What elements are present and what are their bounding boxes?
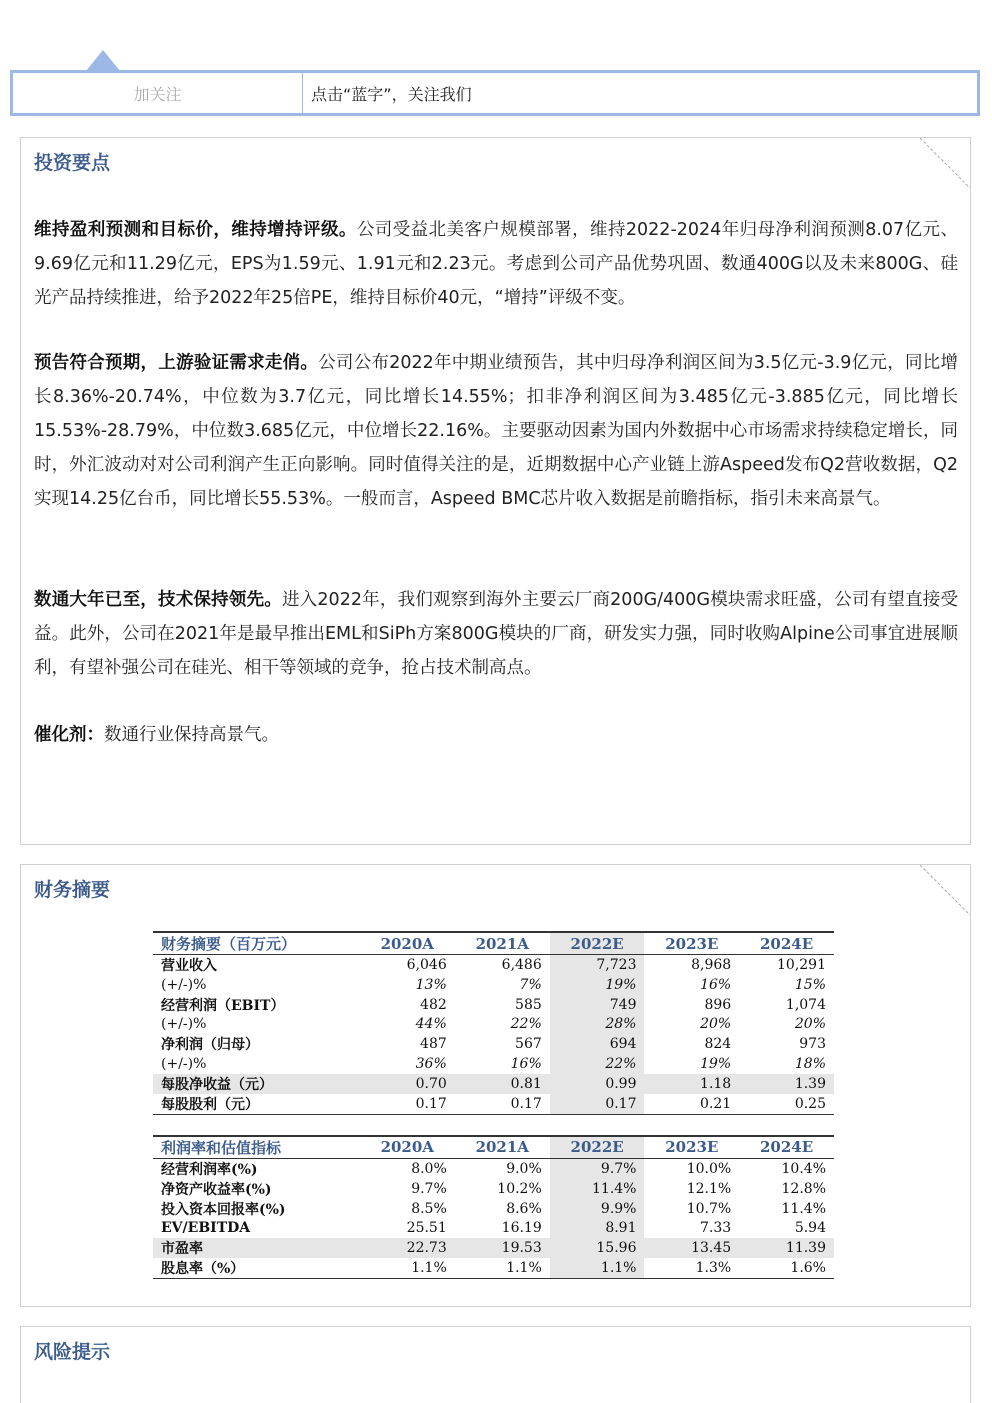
table-cell: 1.6% [739,1258,834,1279]
table-cell: 567 [515,1036,542,1052]
table-cell: 9.0% [506,1160,542,1177]
table-cell: 10,291 [777,957,826,973]
table-row [153,1015,834,1035]
table-header-cell: 2022E [550,932,645,955]
paragraph-body: 公司公布2022年中期业绩预告，其中归母净利润区间为3.5亿元-3.9亿元，同比增长8.36%-20.74%，中位数为3.7亿元，同比增长14.55%；扣非净利润区间为3.485亿元-3.885亿元，同比增长15.53%-28.79%，中位数3.685亿元，中位增长22.16%。主要驱动因素为国内外数据中心市场需求持续稳定增长，同时，外汇波动对对公司利润产生正向影响。同时值得关注的是，近期数据中心产业链上游Aspeed发布Q2营收数据，Q2实现14.25亿台币，同比增长55.53%。一般而言，Aspeed BMC芯片收入数据是前瞻指标，指引未来高景气。 [34,353,959,509]
table-cell: 22.73 [360,1238,455,1258]
table-cell: 19% [700,1055,732,1072]
paragraph-heading: 维持盈利预测和目标价，维持增持评级。 [34,220,357,240]
table-header-row [153,932,834,955]
paragraph-heading: 催化剂： [34,725,104,745]
table-cell: 1,074 [785,996,826,1013]
table-cell: 44% [415,1016,447,1033]
table-header-row [153,1136,834,1159]
financial-table [153,931,834,1279]
table-header-cell: 财务摘要（百万元） [153,932,360,955]
table-row [153,1074,834,1094]
table-cell: 0.21 [644,1094,739,1115]
follow-button[interactable]: 加关注 [13,73,303,113]
table-cell: 5.94 [794,1220,826,1237]
table-cell: 每股净收益（元） [153,1074,360,1094]
follow-pointer-arrow [86,50,120,71]
table-cell: (+/-)% [161,1016,207,1033]
table-header-cell: 2024E [739,1136,834,1159]
follow-bar [10,70,980,116]
financial-title: 财务摘要 [34,879,111,901]
table-cell: 19.53 [455,1238,550,1258]
table-header-cell: 2021A [455,1136,550,1159]
risk-title: 风险提示 [34,1341,111,1363]
table-cell: 净利润（归母） [161,1037,259,1053]
table-cell: 22% [550,1054,645,1074]
table-cell: 1.1% [550,1258,645,1279]
table-cell: 16.19 [501,1220,542,1237]
table-spacer [153,1114,834,1136]
table-header-cell: 2021A [455,932,550,955]
table-cell: 净资产收益率(%) [161,1181,272,1198]
table-cell: 16% [700,976,732,993]
table-header-cell: 2023E [644,1136,739,1159]
table-cell: 19% [550,975,645,995]
table-cell: 1.3% [644,1258,739,1279]
table-cell: 0.70 [360,1074,455,1094]
follow-hint-text: 点击“蓝字”，关注我们 [311,84,472,104]
investment-title: 投资要点 [34,152,111,174]
paragraph-body: 数通行业保持高景气。 [104,725,279,745]
table-cell: 694 [550,1034,645,1054]
table-cell: 0.81 [455,1074,550,1094]
table-cell: 12.8% [781,1180,826,1197]
investment-paragraph [34,213,958,315]
table-cell: 6,046 [406,957,447,973]
paragraph-body: 进入2022年，我们观察到海外主要云厂商200G/400G模块需求旺盛，公司有望直接受益。此外，公司在2021年是最早推出EML和SiPh方案800G模块的厂商，研发实力强，同时收购Alpine公司事宜进展顺利，有望补强公司在硅光、相干等领域的竞争，抢占技术制高点。 [34,590,958,678]
table-row [153,975,834,995]
table-header-cell: 利润率和估值指标 [153,1136,360,1159]
table-cell: 0.99 [550,1074,645,1094]
table-cell: 每股股利（元） [153,1094,360,1115]
table-cell: 10.2% [497,1180,542,1197]
table-cell: 经营利润（EBIT） [161,997,285,1014]
table-header-cell: 2020A [360,932,455,955]
table-cell: 经营利润率(%) [161,1161,258,1178]
paragraph-heading: 预告符合预期，上游验证需求走俏。 [34,353,319,373]
table-cell: 18% [794,1055,826,1072]
table-cell: 7,723 [550,955,645,976]
table-cell: 0.25 [739,1094,834,1115]
table-row [153,1199,834,1219]
table-header-cell: 2024E [739,932,834,955]
table-cell: 10.4% [781,1160,826,1177]
table-cell: 股息率（%） [153,1258,360,1279]
table-cell: 9.7% [411,1180,447,1197]
table-cell: (+/-)% [161,976,207,993]
table-cell: 市盈率 [153,1238,360,1258]
table-cell: 824 [704,1036,732,1052]
table-row [153,955,834,976]
panel-corner-fold-icon [920,865,970,915]
table-cell: 8,968 [691,957,732,973]
table-cell: 1.1% [455,1258,550,1279]
table-cell: 9.7% [550,1158,645,1179]
table-cell: 营业收入 [161,958,217,974]
table-cell: 投入资本回报率(%) [161,1201,286,1218]
table-cell: 6,486 [501,957,542,973]
table-cell: 8.91 [550,1219,645,1239]
table-header-cell: 2020A [360,1136,455,1159]
table-cell: 28% [550,1015,645,1035]
table-cell: 7.33 [700,1220,732,1237]
table-row [153,1158,834,1179]
table-cell: 11.39 [739,1238,834,1258]
table-row [153,1258,834,1279]
table-cell: 8.0% [411,1160,447,1177]
paragraph-body: 公司受益北美客户规模部署，维持2022-2024年归母净利润预测8.07亿元、9.69亿元和11.29亿元，EPS为1.59元、1.91元和2.23元。考虑到公司产品优势巩固、数通400G以及未来800G、硅光产品持续推进，给予2022年25倍PE，维持目标价40元，“增持”评级不变。 [34,220,958,308]
investment-paragraph [34,583,958,685]
table-cell: 896 [704,996,732,1013]
table-cell: 15.96 [550,1238,645,1258]
table-row [153,1094,834,1115]
table-cell: 25.51 [406,1220,447,1237]
table-cell: 36% [415,1055,447,1072]
table-cell: 0.17 [550,1094,645,1115]
investment-panel [20,137,971,845]
table-cell: 749 [550,995,645,1015]
table-cell: 11.4% [550,1179,645,1199]
table-row [153,995,834,1015]
table-cell: (+/-)% [161,1055,207,1072]
table-cell: 11.4% [781,1200,826,1217]
table-cell: 12.1% [686,1180,732,1197]
table-cell: 973 [799,1036,826,1052]
table-cell: 7% [519,976,542,993]
risk-panel [20,1326,971,1403]
table-cell: 15% [794,976,826,993]
table-cell: 0.17 [455,1094,550,1115]
table-cell: 10.0% [686,1160,732,1177]
table-cell: 8.5% [411,1200,447,1217]
paragraph-heading: 数通大年已至，技术保持领先。 [34,590,282,610]
table-cell: 487 [420,1036,447,1052]
table-cell: 20% [794,1016,826,1033]
table-cell: 482 [420,996,447,1013]
table-header-cell: 2022E [550,1136,645,1159]
table-row [153,1054,834,1074]
table-cell: 16% [510,1055,542,1072]
table-cell: 10.7% [686,1200,732,1217]
investment-paragraph [34,346,958,516]
table-row [153,1219,834,1239]
table-cell: 1.39 [739,1074,834,1094]
panel-corner-fold-icon [920,138,970,188]
table-cell: 585 [515,996,542,1013]
table-cell: 1.1% [360,1258,455,1279]
table-row [153,1034,834,1054]
table-cell: 1.18 [644,1074,739,1094]
table-cell: 13.45 [644,1238,739,1258]
table-cell: 0.17 [360,1094,455,1115]
financial-panel [20,864,971,1307]
table-cell: 13% [415,976,447,993]
table-row [153,1179,834,1199]
table-cell: 9.9% [550,1199,645,1219]
investment-paragraph [34,718,958,752]
table-cell: EV/EBITDA [161,1220,251,1237]
table-cell: 20% [700,1016,732,1033]
table-cell: 8.6% [506,1200,542,1217]
table-header-cell: 2023E [644,932,739,955]
table-cell: 22% [510,1016,542,1033]
table-row [153,1238,834,1258]
